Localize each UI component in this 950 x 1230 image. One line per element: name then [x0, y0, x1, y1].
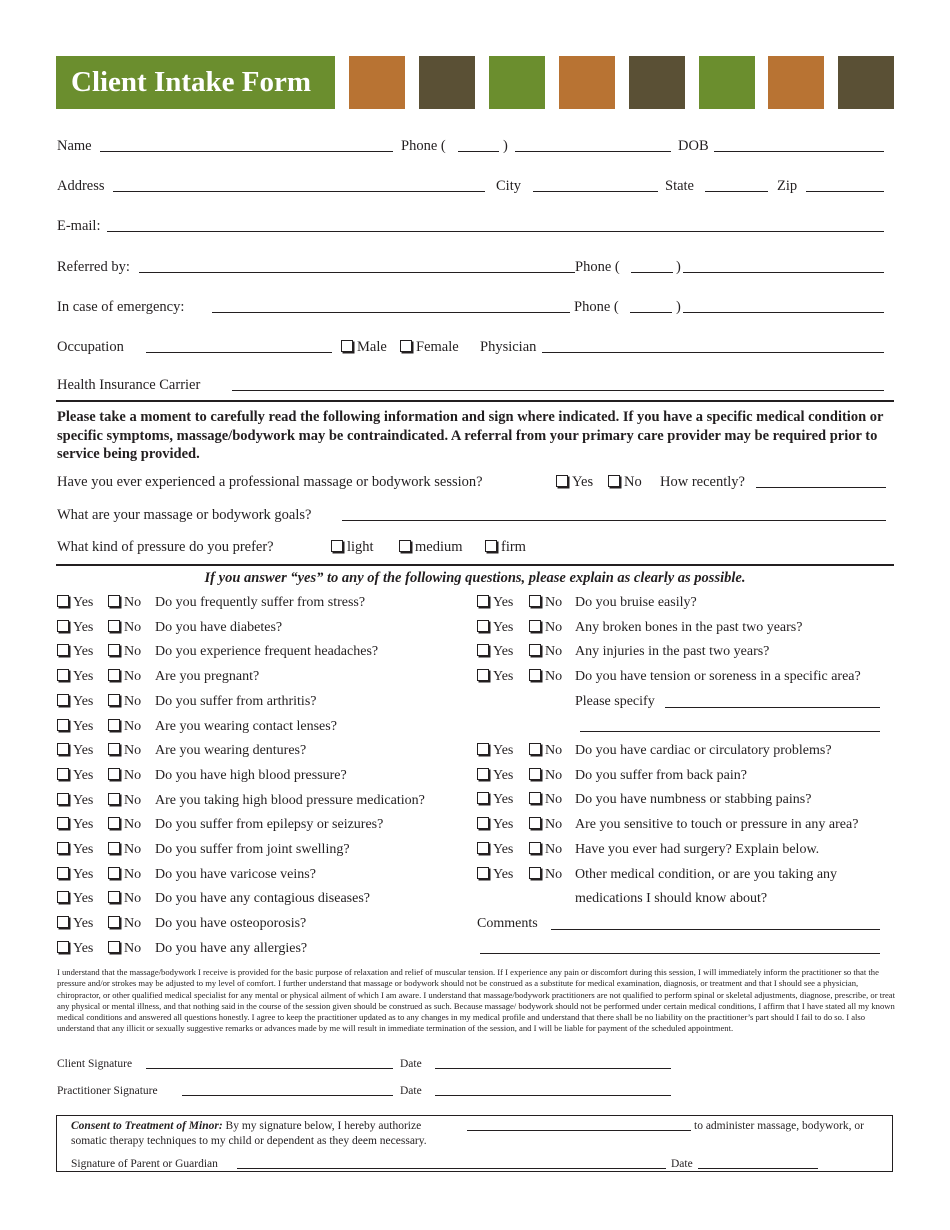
parent-date-label: Date: [671, 1158, 693, 1170]
no-label: No: [124, 718, 142, 734]
decor-square: [699, 56, 755, 109]
yes-label: Yes: [493, 669, 514, 685]
yes-label: Yes: [73, 669, 94, 685]
please-specify-field-2[interactable]: [580, 731, 880, 732]
yes-option[interactable]: [477, 619, 513, 637]
decor-square: [349, 56, 405, 109]
question-text: Do you experience frequent headaches?: [155, 644, 379, 660]
no-label: No: [545, 743, 563, 758]
no-option[interactable]: [108, 866, 141, 884]
decor-square: [629, 56, 685, 109]
practitioner-date-field[interactable]: [435, 1095, 671, 1096]
no-checkbox[interactable]: [108, 867, 120, 879]
address-field[interactable]: [113, 191, 485, 192]
yes-label: Yes: [73, 644, 94, 660]
no-option[interactable]: [108, 816, 141, 834]
no-option[interactable]: [108, 619, 141, 637]
no-label: No: [545, 669, 563, 685]
question-text: Do you suffer from back pain?: [575, 767, 747, 783]
no-label: No: [545, 817, 563, 833]
client-signature-label: Client Signature: [57, 1058, 133, 1070]
yes-label: Yes: [73, 940, 94, 956]
instruction-text: If you answer “yes” to any of the following questions, please explain as clearly as possible.: [204, 570, 746, 586]
yes-label: Yes: [73, 718, 94, 734]
no-checkbox[interactable]: [529, 669, 541, 681]
no-label: No: [545, 792, 563, 808]
yes-label: Yes: [73, 767, 94, 783]
name-label: Name: [57, 138, 92, 154]
zip-label: Zip: [777, 178, 798, 194]
no-option[interactable]: [529, 668, 562, 686]
male-checkbox[interactable]: [341, 340, 353, 352]
yes-option[interactable]: [57, 866, 93, 884]
emergency-phone-area-field[interactable]: [630, 312, 672, 313]
no-checkbox[interactable]: [529, 817, 541, 829]
no-checkbox[interactable]: [108, 916, 120, 928]
yes-label: Yes: [73, 866, 94, 882]
no-option[interactable]: [529, 841, 562, 859]
no-option[interactable]: [529, 767, 562, 785]
question-text: Are you wearing contact lenses?: [155, 718, 337, 734]
question-text: Are you wearing dentures?: [155, 743, 307, 759]
no-option[interactable]: [529, 619, 562, 637]
yes-checkbox[interactable]: [57, 842, 69, 854]
no-option[interactable]: [529, 816, 562, 834]
question-text: Are you sensitive to touch or pressure in any area?: [575, 817, 859, 833]
no-label: No: [545, 595, 563, 610]
yes-label: Yes: [73, 693, 94, 709]
yes-label: Yes: [73, 842, 94, 857]
no-label: No: [124, 891, 142, 907]
yes-checkbox[interactable]: [57, 719, 69, 731]
no-label: No: [124, 792, 142, 808]
no-label: No: [124, 767, 142, 783]
no-label: No: [124, 619, 142, 635]
yes-label: Yes: [493, 619, 514, 635]
yes-option[interactable]: [57, 718, 93, 736]
no-option[interactable]: [108, 718, 141, 736]
no-label: No: [545, 644, 563, 660]
no-option[interactable]: [108, 792, 141, 810]
yes-label: Yes: [493, 792, 514, 808]
no-checkbox[interactable]: [108, 941, 120, 953]
no-label: No: [124, 743, 142, 759]
no-checkbox[interactable]: [108, 793, 120, 805]
question-text: Do you suffer from epilepsy or seizures?: [155, 817, 384, 833]
referred-phone-label: Phone (: [575, 259, 620, 275]
question-text: Have you ever had surgery? Explain below.: [575, 841, 820, 857]
experience-yes-label: Yes: [572, 474, 594, 490]
no-option[interactable]: [529, 643, 562, 661]
no-option[interactable]: [529, 742, 562, 760]
yes-checkbox[interactable]: [57, 595, 69, 607]
experience-yes-checkbox[interactable]: [556, 475, 568, 487]
please-specify-label: Please specify: [575, 694, 655, 709]
practitioner-signature-field[interactable]: [182, 1095, 393, 1096]
email-field[interactable]: [107, 231, 884, 232]
question-text: Other medical condition, or are you taking any: [575, 866, 838, 882]
yes-option[interactable]: [57, 940, 93, 958]
client-date-field[interactable]: [435, 1068, 671, 1069]
yes-label: Yes: [493, 817, 514, 833]
male-option[interactable]: [341, 338, 387, 356]
decor-square: [559, 56, 615, 109]
zip-field[interactable]: [806, 191, 884, 192]
emergency-phone-field[interactable]: [683, 312, 884, 313]
no-label: No: [545, 767, 563, 783]
pressure-question: What kind of pressure do you prefer?: [57, 539, 274, 555]
referred-phone-field[interactable]: [683, 272, 884, 273]
no-label: No: [124, 842, 142, 857]
no-option[interactable]: [529, 866, 562, 884]
address-label: Address: [57, 178, 105, 194]
question-text: Do you have osteoporosis?: [155, 916, 307, 932]
yes-checkbox[interactable]: [57, 793, 69, 805]
decor-square: [838, 56, 894, 109]
male-label: Male: [357, 339, 387, 355]
yes-option[interactable]: [57, 816, 93, 834]
no-checkbox[interactable]: [108, 817, 120, 829]
no-checkbox[interactable]: [529, 595, 541, 607]
referred-phone-area-field[interactable]: [631, 272, 673, 273]
dob-field[interactable]: [714, 151, 884, 152]
question-text: Any injuries in the past two years?: [575, 644, 770, 660]
yes-label: Yes: [493, 841, 514, 857]
no-option[interactable]: [529, 594, 562, 612]
right-question-cont: medications I should know about?: [575, 891, 768, 906]
yes-option[interactable]: [57, 693, 93, 711]
pressure-light[interactable]: [331, 538, 374, 556]
decor-square: [768, 56, 824, 109]
yes-checkbox[interactable]: [477, 817, 489, 829]
yes-checkbox[interactable]: [57, 620, 69, 632]
yes-option[interactable]: [477, 816, 513, 834]
yes-checkbox[interactable]: [57, 867, 69, 879]
no-checkbox[interactable]: [529, 867, 541, 879]
physician-label: Physician: [480, 339, 537, 355]
no-checkbox[interactable]: [529, 842, 541, 854]
no-checkbox[interactable]: [108, 891, 120, 903]
yes-checkbox[interactable]: [477, 768, 489, 780]
no-checkbox[interactable]: [529, 644, 541, 656]
recently-field[interactable]: [756, 487, 886, 488]
no-checkbox[interactable]: [108, 620, 120, 632]
pressure-medium-label: medium: [415, 539, 463, 555]
yes-option[interactable]: [477, 742, 513, 760]
goals-label: What are your massage or bodywork goals?: [57, 507, 312, 523]
yes-option[interactable]: [57, 890, 93, 908]
pressure-light-label: light: [347, 539, 374, 555]
question-text: Do you have any allergies?: [155, 940, 308, 956]
yes-label: Yes: [493, 595, 514, 610]
no-checkbox[interactable]: [108, 743, 120, 755]
yes-option[interactable]: [57, 742, 93, 760]
parent-date-field[interactable]: [698, 1168, 818, 1169]
insurance-field[interactable]: [232, 390, 884, 391]
yes-label: Yes: [73, 595, 94, 610]
yes-label: Yes: [73, 817, 94, 833]
no-checkbox[interactable]: [108, 669, 120, 681]
no-checkbox[interactable]: [108, 644, 120, 656]
state-field[interactable]: [705, 191, 768, 192]
yes-checkbox[interactable]: [477, 644, 489, 656]
parent-signature-label: Signature of Parent or Guardian: [71, 1158, 218, 1170]
no-checkbox[interactable]: [529, 620, 541, 632]
yes-option[interactable]: [477, 643, 513, 661]
phone-paren: ): [503, 138, 508, 154]
no-option[interactable]: [108, 693, 141, 711]
no-checkbox[interactable]: [529, 743, 541, 755]
no-checkbox[interactable]: [529, 768, 541, 780]
no-option[interactable]: [108, 841, 141, 859]
no-option[interactable]: [108, 594, 141, 612]
yes-checkbox[interactable]: [477, 842, 489, 854]
yes-checkbox[interactable]: [57, 669, 69, 681]
yes-option[interactable]: [477, 791, 513, 809]
yes-option[interactable]: [57, 841, 93, 859]
no-label: No: [124, 669, 142, 685]
yes-option[interactable]: [57, 619, 93, 637]
decor-square: [489, 56, 545, 109]
yes-checkbox[interactable]: [57, 891, 69, 903]
client-date-label: Date: [400, 1058, 422, 1070]
section-divider: [56, 564, 894, 566]
question-text: Do you have diabetes?: [155, 619, 283, 635]
yes-option[interactable]: [57, 668, 93, 686]
yes-label: Yes: [73, 792, 94, 808]
yes-label: Yes: [493, 767, 514, 783]
city-label: City: [496, 178, 521, 194]
no-option[interactable]: [108, 890, 141, 908]
yes-label: Yes: [73, 916, 94, 932]
experience-yes[interactable]: [556, 473, 593, 491]
yes-option[interactable]: [477, 767, 513, 785]
section-divider: [56, 400, 894, 402]
yes-label: Yes: [493, 743, 514, 758]
pressure-firm-checkbox[interactable]: [485, 540, 497, 552]
yes-option[interactable]: [57, 792, 93, 810]
yes-checkbox[interactable]: [57, 644, 69, 656]
experience-question: Have you ever experienced a professional massage or bodywork session?: [57, 474, 483, 490]
yes-checkbox[interactable]: [477, 867, 489, 879]
pressure-light-checkbox[interactable]: [331, 540, 343, 552]
question-text: Do you have varicose veins?: [155, 866, 316, 882]
pressure-firm[interactable]: [485, 538, 526, 556]
phone-area-field[interactable]: [458, 151, 499, 152]
emergency-field[interactable]: [212, 312, 570, 313]
decor-square: [419, 56, 475, 109]
no-checkbox[interactable]: [108, 768, 120, 780]
no-label: No: [545, 866, 563, 882]
yes-option[interactable]: [57, 643, 93, 661]
goals-field[interactable]: [342, 520, 886, 521]
referred-field[interactable]: [139, 272, 575, 273]
emergency-phone-paren: ): [676, 299, 681, 315]
experience-no-checkbox[interactable]: [608, 475, 620, 487]
yes-option[interactable]: [477, 594, 513, 612]
occupation-label: Occupation: [57, 339, 124, 355]
no-option[interactable]: [108, 643, 141, 661]
yes-option[interactable]: [477, 866, 513, 884]
practitioner-date-label: Date: [400, 1085, 422, 1097]
no-option[interactable]: [529, 791, 562, 809]
pressure-firm-label: firm: [501, 539, 526, 555]
consent-text-3: somatic therapy techniques to my child or dependent as they deem necessary.: [71, 1135, 427, 1147]
no-option[interactable]: [108, 668, 141, 686]
yes-checkbox[interactable]: [477, 743, 489, 755]
comments-label: Comments: [477, 916, 538, 931]
phone-label: Phone (: [401, 138, 446, 154]
emergency-label: In case of emergency:: [57, 299, 185, 315]
no-checkbox[interactable]: [108, 719, 120, 731]
no-checkbox[interactable]: [529, 792, 541, 804]
yes-label: Yes: [73, 743, 94, 759]
yes-checkbox[interactable]: [477, 792, 489, 804]
no-checkbox[interactable]: [108, 694, 120, 706]
experience-no-label: No: [624, 474, 642, 490]
yes-label: Yes: [493, 644, 514, 660]
no-label: No: [124, 595, 142, 610]
pressure-medium-checkbox[interactable]: [399, 540, 411, 552]
yes-label: Yes: [493, 866, 514, 882]
yes-checkbox[interactable]: [477, 620, 489, 632]
fine-print: I understand that the massage/bodywork I receive is provided for the basic purpose of relaxation and relief of muscular tension. If I experience any pain or discomfort during this session, I will immediately inform the practitioner so that the pressure and/or strokes may be adjusted to my level of comfort. I further understand that massage or bodywork should not be construed as a substitute for medical examination, diagnosis, or treatment and that I should see a physician, chiropractor, or other qualified medical specialist for any mental or physical ailment of which I am aware. I understand that massage/bodywork practitioners are not qualified to perform spinal or skeletal adjustments, diagnose, prescribe, or treat any physical or mental illness, and that nothing said in the course of the session given should be construed as such. Because massage/ bodywork should not be performed under certain medical conditions, I affirm that I have stated all my known medical conditions and answered all questions honestly. I agree to keep the practitioner updated as to any changes in my medical profile and understand that there shall be no liability on the practitioner’s part should I fail to do so. I also understand that any illicit or sexually suggestive remarks or advances made by me will result in immediate termination of the session, and I will be liable for payment of the scheduled appointment.: [57, 967, 895, 1034]
experience-no[interactable]: [608, 473, 642, 491]
no-option[interactable]: [108, 940, 141, 958]
yes-checkbox[interactable]: [57, 916, 69, 928]
yes-checkbox[interactable]: [57, 768, 69, 780]
question-text: Do you suffer from joint swelling?: [155, 842, 350, 857]
no-label: No: [124, 866, 142, 882]
referred-label: Referred by:: [57, 259, 130, 275]
no-checkbox[interactable]: [108, 842, 120, 854]
question-text: Do you frequently suffer from stress?: [155, 595, 366, 610]
consent-text-2: to administer massage, bodywork, or: [694, 1120, 864, 1132]
female-option[interactable]: [400, 338, 459, 356]
comments-field[interactable]: [551, 929, 880, 930]
question-text: Do you have high blood pressure?: [155, 767, 347, 783]
please-specify-field[interactable]: [665, 707, 880, 708]
yes-checkbox[interactable]: [57, 743, 69, 755]
yes-option[interactable]: [477, 668, 513, 686]
consent-text-1: By my signature below, I hereby authorize: [225, 1120, 422, 1132]
phone-field[interactable]: [515, 151, 671, 152]
yes-option[interactable]: [57, 594, 93, 612]
yes-checkbox[interactable]: [57, 817, 69, 829]
state-label: State: [665, 178, 694, 194]
question-text: Do you suffer from arthritis?: [155, 693, 317, 709]
no-label: No: [124, 940, 142, 956]
question-text: Do you have cardiac or circulatory problems?: [575, 743, 832, 758]
no-checkbox[interactable]: [108, 595, 120, 607]
consent-authorize-field[interactable]: [467, 1130, 691, 1131]
no-option[interactable]: [108, 767, 141, 785]
yes-checkbox[interactable]: [477, 669, 489, 681]
female-checkbox[interactable]: [400, 340, 412, 352]
no-label: No: [124, 644, 142, 660]
question-text: Any broken bones in the past two years?: [575, 619, 803, 635]
yes-option[interactable]: [57, 767, 93, 785]
yes-label: Yes: [73, 619, 94, 635]
female-label: Female: [416, 339, 459, 355]
question-text: Do you have tension or soreness in a specific area?: [575, 669, 861, 685]
pressure-medium[interactable]: [399, 538, 463, 556]
no-label: No: [545, 841, 563, 857]
no-label: No: [545, 619, 563, 635]
yes-checkbox[interactable]: [57, 694, 69, 706]
comments-field-2[interactable]: [480, 953, 880, 954]
question-text: Do you have any contagious diseases?: [155, 891, 370, 907]
yes-checkbox[interactable]: [477, 595, 489, 607]
question-text: Are you pregnant?: [155, 669, 260, 685]
consent-title: Consent to Treatment of Minor:: [71, 1120, 223, 1132]
yes-checkbox[interactable]: [57, 941, 69, 953]
email-label: E-mail:: [57, 218, 101, 234]
no-option[interactable]: [108, 742, 141, 760]
question-text: Are you taking high blood pressure medication?: [155, 792, 425, 808]
client-signature-field[interactable]: [146, 1068, 393, 1069]
consent-line-1: [71, 1119, 421, 1134]
form-title: Client Intake Form: [56, 56, 335, 109]
occupation-field[interactable]: [146, 352, 332, 353]
no-option[interactable]: [108, 915, 141, 933]
question-text: Do you bruise easily?: [575, 595, 697, 610]
notice-text: Please take a moment to carefully read the following information and sign where indicated. If you have a specific medical condition or specific symptoms, massage/bodywork may be contraindicated. A referral from your primary care provider may be required prior to service being provided.: [57, 409, 884, 462]
yes-option[interactable]: [57, 915, 93, 933]
yes-label: Yes: [73, 891, 94, 907]
recently-label: How recently?: [660, 474, 745, 490]
no-label: No: [124, 916, 142, 932]
no-label: No: [124, 817, 142, 833]
practitioner-signature-label: Practitioner Signature: [57, 1085, 158, 1097]
no-label: No: [124, 693, 142, 709]
yes-option[interactable]: [477, 841, 513, 859]
referred-phone-paren: ): [676, 259, 681, 275]
dob-label: DOB: [678, 138, 709, 154]
question-text: Do you have numbness or stabbing pains?: [575, 792, 812, 808]
physician-field[interactable]: [542, 352, 884, 353]
emergency-phone-label: Phone (: [574, 299, 619, 315]
city-field[interactable]: [533, 191, 658, 192]
name-field[interactable]: [100, 151, 393, 152]
parent-signature-field[interactable]: [237, 1168, 666, 1169]
insurance-label: Health Insurance Carrier: [57, 377, 201, 393]
